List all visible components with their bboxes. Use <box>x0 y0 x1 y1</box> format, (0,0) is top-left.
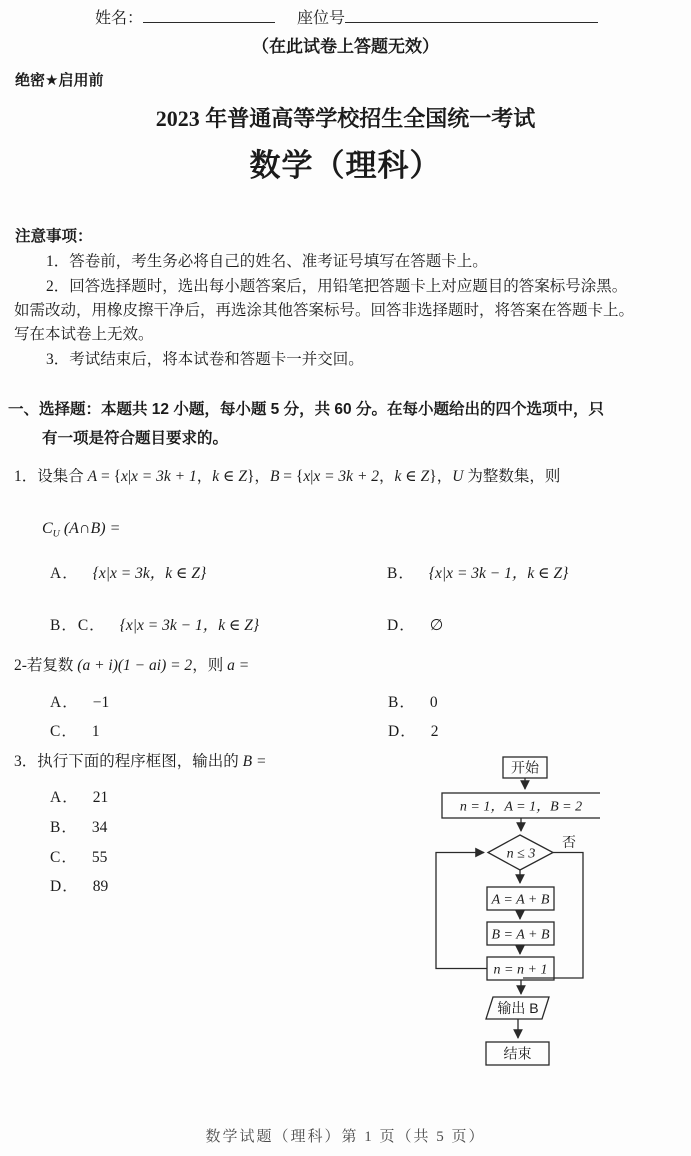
option-label: A． <box>50 694 79 711</box>
name-label: 姓名： <box>95 10 144 27</box>
q1-option-c <box>50 616 259 635</box>
flowchart-condition-label: n ≤ 3 <box>506 846 536 862</box>
question-1-stem: 1．设集合 A = {x|x = 3k + 1，k ∈ Z}，B = {x|x = 3k + 2，k ∈ Z}，U 为整数集，则 <box>14 468 561 485</box>
q3-option-b <box>50 818 107 837</box>
q3-option-c <box>50 848 107 867</box>
option-value: ∅ <box>429 617 444 634</box>
notice-line-3: 如需改动，用橡皮擦干净后，再选涂其他答案标号。回答非选择题时，将答案在答题卡上。 <box>14 302 635 319</box>
section-heading-line-1: 一、选择题：本题共 12 小题，每小题 5 分，共 60 分。在每小题给出的四个选项中，只 <box>8 401 604 418</box>
flowchart-no-branch-line <box>523 853 583 979</box>
option-value: 55 <box>91 849 108 866</box>
question-3-stem: 3．执行下面的程序框图，输出的 B = <box>14 753 267 770</box>
flowchart-end-label: 结束 <box>503 1045 532 1062</box>
option-value: {x|x = 3k，k ∈ Z} <box>92 565 207 582</box>
option-value: 89 <box>92 878 109 895</box>
flowchart-step3-label: n = n + 1 <box>493 962 548 978</box>
q1-option-d <box>387 616 443 635</box>
name-input-line[interactable] <box>143 7 275 23</box>
page-footer: 数学试题（理科）第 1 页（共 5 页） <box>205 1129 486 1145</box>
q1-option-b <box>387 564 568 583</box>
option-label: C． <box>50 723 78 740</box>
q3-flowchart <box>425 752 600 1070</box>
q2-option-c <box>50 722 100 741</box>
flowchart-init-label: n = 1，A = 1，B = 2 <box>459 799 583 815</box>
question-1-formula: $C_U$ (A∩B) = <box>42 520 121 540</box>
flowchart-output-label: 输出 B <box>497 1000 539 1016</box>
option-value: −1 <box>92 694 110 711</box>
notice-line-2: 2．回答选择题时，选出每小题答案后，用铅笔把答题卡上对应题目的答案标号涂黑。 <box>46 278 628 295</box>
flowchart-loop-line <box>436 853 487 969</box>
option-value: 0 <box>429 694 438 711</box>
option-value: 34 <box>91 819 108 836</box>
flowchart-start-label: 开始 <box>511 759 539 776</box>
option-label: C． <box>50 849 78 866</box>
option-label: B．C． <box>50 617 106 634</box>
option-label: A． <box>50 565 79 582</box>
option-value: {x|x = 3k − 1，k ∈ Z} <box>119 617 260 634</box>
option-label: D． <box>388 723 417 740</box>
notice-line-4: 写在本试卷上无效。 <box>14 326 154 343</box>
option-value: 21 <box>92 789 109 806</box>
secrecy-label: 绝密★启用前 <box>15 72 104 89</box>
option-value: 1 <box>91 723 100 740</box>
q3-option-a <box>50 788 108 807</box>
question-2-stem: 2-若复数 (a + i)(1 − ai) = 2，则 a = <box>14 657 250 674</box>
q2-option-b <box>388 693 438 712</box>
seat-label: 座位号 <box>297 10 346 27</box>
seat-input-line[interactable] <box>345 7 598 23</box>
subject-title: 数学（理科） <box>249 148 442 183</box>
option-label: D． <box>50 878 79 895</box>
flowchart-step1-label: A = A + B <box>491 892 550 908</box>
option-label: B． <box>388 694 416 711</box>
notice-line-1: 1．答卷前，考生务必将自己的姓名、准考证号填写在答题卡上。 <box>46 253 488 270</box>
flowchart-step2-label: B = A + B <box>491 927 550 943</box>
option-label: A． <box>50 789 79 806</box>
flowchart-no-label: 否 <box>562 834 576 850</box>
exam-title: 2023 年普通高等学校招生全国统一考试 <box>155 106 536 131</box>
option-label: D． <box>387 617 416 634</box>
section-heading-line-2: 有一项是符合题目要求的。 <box>42 430 229 447</box>
q3-option-d <box>50 877 108 896</box>
q2-option-a <box>50 693 109 712</box>
option-label: B． <box>387 565 415 582</box>
notices-heading: 注意事项： <box>15 228 93 245</box>
option-value: {x|x = 3k − 1，k ∈ Z} <box>428 565 569 582</box>
header-fill-in-row <box>95 7 598 29</box>
notice-line-5: 3．考试结束后，将本试卷和答题卡一并交回。 <box>46 351 364 368</box>
invalid-notice: （在此试卷上答题无效） <box>252 37 439 56</box>
q1-option-a <box>50 564 206 583</box>
q2-option-d <box>388 722 438 741</box>
option-label: B． <box>50 819 78 836</box>
option-value: 2 <box>430 723 439 740</box>
